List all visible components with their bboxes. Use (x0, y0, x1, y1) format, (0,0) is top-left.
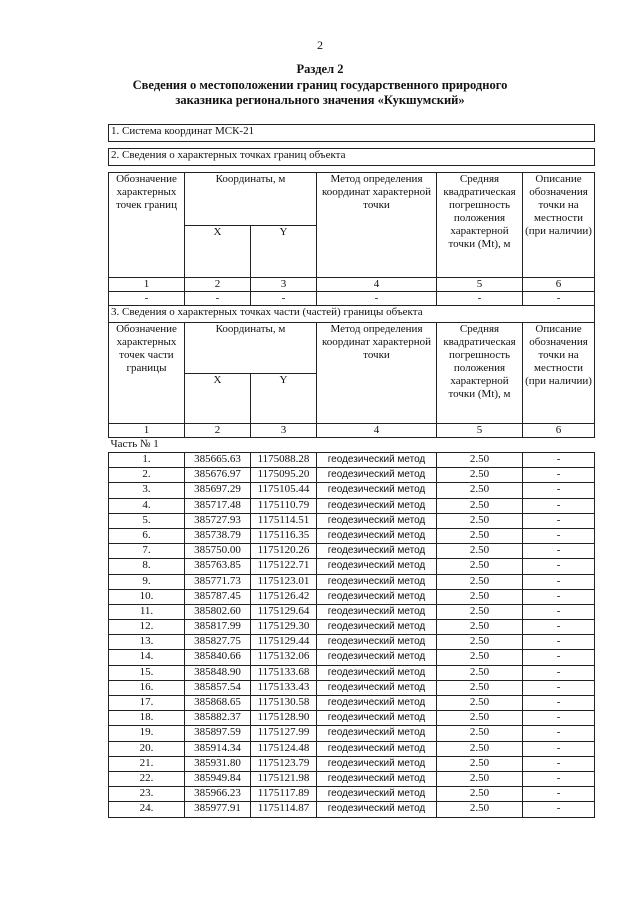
coord-x: 385763.85 (185, 559, 251, 574)
coord-x: 385771.73 (185, 574, 251, 589)
coord-y: 1175129.30 (251, 620, 317, 635)
column-number: 3 (251, 278, 317, 292)
point-number: 20. (109, 741, 185, 756)
point-number: 6. (109, 528, 185, 543)
table-row (109, 802, 595, 817)
table-row (109, 771, 595, 786)
coord-y: 1175123.01 (251, 574, 317, 589)
error-value: 2.50 (437, 802, 523, 817)
part-label: Часть № 1 (110, 438, 159, 450)
document-subtitle: Сведения о местоположении границ государственного природного заказника регионального значения «Кукшумский» (132, 78, 508, 107)
error-value: 2.50 (437, 650, 523, 665)
table-row (109, 483, 595, 498)
coord-y: 1175133.43 (251, 680, 317, 695)
section2-header-row (109, 173, 595, 226)
table-row (109, 559, 595, 574)
coord-y: 1175088.28 (251, 453, 317, 468)
table-row (109, 680, 595, 695)
coord-x: 385949.84 (185, 771, 251, 786)
column-number: 2 (185, 278, 251, 292)
description: - (523, 726, 595, 741)
point-number: 12. (109, 620, 185, 635)
point-number: 24. (109, 802, 185, 817)
method: геодезический метод (317, 604, 437, 619)
table-row (109, 787, 595, 802)
method: геодезический метод (317, 741, 437, 756)
error-value: 2.50 (437, 787, 523, 802)
empty-cell: - (437, 292, 523, 306)
method: геодезический метод (317, 771, 437, 786)
error-value: 2.50 (437, 498, 523, 513)
method: геодезический метод (317, 680, 437, 695)
point-number: 23. (109, 787, 185, 802)
coord-x: 385697.29 (185, 483, 251, 498)
point-number: 19. (109, 726, 185, 741)
coord-x: 385827.75 (185, 635, 251, 650)
column-number: 3 (251, 424, 317, 438)
header-x: X (185, 225, 251, 278)
header-coordinates: Координаты, м (185, 173, 317, 226)
boundary-table (108, 124, 595, 818)
error-value: 2.50 (437, 680, 523, 695)
table-row (109, 589, 595, 604)
description: - (523, 771, 595, 786)
header-error: Средняя квадратическая погрешность положения характерной точки (Mt), м (437, 173, 523, 278)
table-row (109, 468, 595, 483)
part-label-row (109, 438, 595, 453)
point-number: 2. (109, 468, 185, 483)
error-value: 2.50 (437, 544, 523, 559)
coord-y: 1175095.20 (251, 468, 317, 483)
error-value: 2.50 (437, 483, 523, 498)
section2-empty-row (109, 292, 595, 306)
table-row (109, 711, 595, 726)
coord-y: 1175122.71 (251, 559, 317, 574)
empty-cell: - (317, 292, 437, 306)
error-value: 2.50 (437, 574, 523, 589)
coord-y: 1175114.87 (251, 802, 317, 817)
description: - (523, 620, 595, 635)
coord-y: 1175128.90 (251, 711, 317, 726)
method: геодезический метод (317, 574, 437, 589)
table-row (109, 498, 595, 513)
header-description: Описание обозначения точки на местности (при наличии) (523, 323, 595, 424)
header-designation: Обозначение характерных точек границ (109, 173, 185, 278)
header-y: Y (251, 373, 317, 424)
header-error: Средняя квадратическая погрешность положения характерной точки (Mt), м (437, 323, 523, 424)
method: геодезический метод (317, 483, 437, 498)
error-value: 2.50 (437, 620, 523, 635)
method: геодезический метод (317, 589, 437, 604)
coord-y: 1175114.51 (251, 513, 317, 528)
description: - (523, 635, 595, 650)
point-number: 15. (109, 665, 185, 680)
point-number: 13. (109, 635, 185, 650)
error-value: 2.50 (437, 453, 523, 468)
section3-header-row (109, 323, 595, 374)
table-row (109, 635, 595, 650)
description: - (523, 665, 595, 680)
section3-title: 3. Сведения о характерных точках части (частей) границы объекта (109, 306, 595, 323)
description: - (523, 787, 595, 802)
description: - (523, 650, 595, 665)
method: геодезический метод (317, 802, 437, 817)
method: геодезический метод (317, 787, 437, 802)
coord-y: 1175133.68 (251, 665, 317, 680)
description: - (523, 802, 595, 817)
empty-cell: - (109, 292, 185, 306)
error-value: 2.50 (437, 559, 523, 574)
point-number: 7. (109, 544, 185, 559)
header-designation: Обозначение характерных точек части границы (109, 323, 185, 424)
coord-y: 1175129.44 (251, 635, 317, 650)
error-value: 2.50 (437, 635, 523, 650)
column-number: 4 (317, 424, 437, 438)
coord-y: 1175129.64 (251, 604, 317, 619)
coord-x: 385750.00 (185, 544, 251, 559)
page-number: 2 (317, 38, 323, 52)
description: - (523, 544, 595, 559)
header-y: Y (251, 225, 317, 278)
header-method: Метод определения координат характерной точки (317, 323, 437, 424)
coord-y: 1175121.98 (251, 771, 317, 786)
table-row (109, 574, 595, 589)
error-value: 2.50 (437, 589, 523, 604)
description: - (523, 468, 595, 483)
point-number: 11. (109, 604, 185, 619)
method: геодезический метод (317, 635, 437, 650)
method: геодезический метод (317, 498, 437, 513)
error-value: 2.50 (437, 528, 523, 543)
coord-y: 1175120.26 (251, 544, 317, 559)
coord-y: 1175110.79 (251, 498, 317, 513)
gap-row (109, 142, 595, 149)
point-number: 4. (109, 498, 185, 513)
error-value: 2.50 (437, 468, 523, 483)
coord-x: 385802.60 (185, 604, 251, 619)
point-number: 10. (109, 589, 185, 604)
column-number: 6 (523, 424, 595, 438)
header-x: X (185, 373, 251, 424)
point-number: 22. (109, 771, 185, 786)
coord-x: 385817.99 (185, 620, 251, 635)
description: - (523, 513, 595, 528)
table-row (109, 528, 595, 543)
coord-y: 1175127.99 (251, 726, 317, 741)
point-number: 5. (109, 513, 185, 528)
coord-x: 385665.63 (185, 453, 251, 468)
error-value: 2.50 (437, 513, 523, 528)
method: геодезический метод (317, 756, 437, 771)
coord-x: 385727.93 (185, 513, 251, 528)
point-number: 18. (109, 711, 185, 726)
description: - (523, 756, 595, 771)
error-value: 2.50 (437, 771, 523, 786)
column-number: 5 (437, 424, 523, 438)
table-row (109, 513, 595, 528)
coord-x: 385676.97 (185, 468, 251, 483)
coord-x: 385966.23 (185, 787, 251, 802)
point-number: 9. (109, 574, 185, 589)
table-row (109, 620, 595, 635)
error-value: 2.50 (437, 696, 523, 711)
error-value: 2.50 (437, 604, 523, 619)
description: - (523, 741, 595, 756)
point-number: 3. (109, 483, 185, 498)
table-row (109, 741, 595, 756)
coord-x: 385931.80 (185, 756, 251, 771)
table-row (109, 453, 595, 468)
method: геодезический метод (317, 559, 437, 574)
description: - (523, 528, 595, 543)
coord-x: 385840.66 (185, 650, 251, 665)
column-number: 4 (317, 278, 437, 292)
coord-y: 1175123.79 (251, 756, 317, 771)
point-number: 21. (109, 756, 185, 771)
description: - (523, 604, 595, 619)
description: - (523, 574, 595, 589)
method: геодезический метод (317, 453, 437, 468)
coord-x: 385857.54 (185, 680, 251, 695)
coord-x: 385868.65 (185, 696, 251, 711)
method: геодезический метод (317, 544, 437, 559)
method: геодезический метод (317, 726, 437, 741)
coordinate-system-label: 1. Система координат МСК-21 (109, 125, 595, 142)
point-number: 16. (109, 680, 185, 695)
point-number: 17. (109, 696, 185, 711)
method: геодезический метод (317, 468, 437, 483)
table-row (109, 544, 595, 559)
coord-y: 1175105.44 (251, 483, 317, 498)
description: - (523, 696, 595, 711)
coord-x: 385738.79 (185, 528, 251, 543)
method: геодезический метод (317, 711, 437, 726)
description: - (523, 559, 595, 574)
coord-x: 385882.37 (185, 711, 251, 726)
method: геодезический метод (317, 650, 437, 665)
description: - (523, 589, 595, 604)
description: - (523, 498, 595, 513)
error-value: 2.50 (437, 665, 523, 680)
method: геодезический метод (317, 620, 437, 635)
coord-x: 385897.59 (185, 726, 251, 741)
column-number: 1 (109, 278, 185, 292)
coordinate-system-row (109, 125, 595, 142)
header-coordinates: Координаты, м (185, 323, 317, 374)
coord-y: 1175132.06 (251, 650, 317, 665)
error-value: 2.50 (437, 756, 523, 771)
description: - (523, 483, 595, 498)
coord-x: 385914.34 (185, 741, 251, 756)
method: геодезический метод (317, 696, 437, 711)
method: геодезический метод (317, 513, 437, 528)
coord-x: 385787.45 (185, 589, 251, 604)
table-row (109, 726, 595, 741)
error-value: 2.50 (437, 726, 523, 741)
column-number: 6 (523, 278, 595, 292)
table-row (109, 696, 595, 711)
error-value: 2.50 (437, 711, 523, 726)
empty-cell: - (185, 292, 251, 306)
section3-title-row (109, 306, 595, 323)
section2-number-row (109, 278, 595, 292)
table-row (109, 650, 595, 665)
coord-y: 1175126.42 (251, 589, 317, 604)
point-number: 1. (109, 453, 185, 468)
column-number: 2 (185, 424, 251, 438)
coord-y: 1175117.89 (251, 787, 317, 802)
point-number: 8. (109, 559, 185, 574)
empty-cell: - (251, 292, 317, 306)
error-value: 2.50 (437, 741, 523, 756)
point-number: 14. (109, 650, 185, 665)
description: - (523, 680, 595, 695)
section3-number-row (109, 424, 595, 438)
coord-y: 1175116.35 (251, 528, 317, 543)
table-row (109, 665, 595, 680)
coord-x: 385977.91 (185, 802, 251, 817)
section-title: Раздел 2 (296, 62, 344, 76)
column-number: 1 (109, 424, 185, 438)
gap-row (109, 166, 595, 173)
method: геодезический метод (317, 665, 437, 680)
section2-title: 2. Сведения о характерных точках границ объекта (109, 149, 595, 166)
coord-y: 1175130.58 (251, 696, 317, 711)
table-row (109, 756, 595, 771)
column-number: 5 (437, 278, 523, 292)
method: геодезический метод (317, 528, 437, 543)
description: - (523, 453, 595, 468)
coord-y: 1175124.48 (251, 741, 317, 756)
coord-x: 385717.48 (185, 498, 251, 513)
header-description: Описание обозначения точки на местности (при наличии) (523, 173, 595, 278)
coord-x: 385848.90 (185, 665, 251, 680)
description: - (523, 711, 595, 726)
header-method: Метод определения координат характерной точки (317, 173, 437, 278)
empty-cell: - (523, 292, 595, 306)
table-row (109, 604, 595, 619)
section2-title-row (109, 149, 595, 166)
